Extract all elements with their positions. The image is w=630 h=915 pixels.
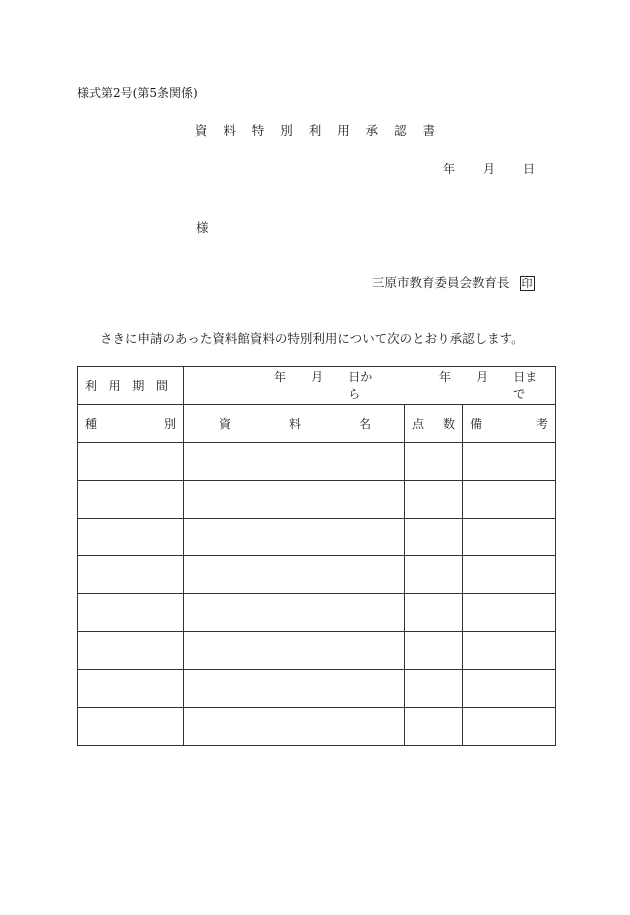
date-day: 日 xyxy=(523,162,536,176)
to-month: 月 xyxy=(476,370,489,385)
table-row xyxy=(78,632,556,670)
cell-remarks[interactable] xyxy=(463,670,556,708)
period-row xyxy=(78,367,556,405)
cell-type[interactable] xyxy=(78,594,184,632)
cell-remarks[interactable] xyxy=(463,632,556,670)
cell-count[interactable] xyxy=(405,594,463,632)
cell-name[interactable] xyxy=(184,670,405,708)
cell-count[interactable] xyxy=(405,442,463,480)
issuer-name: 三原市教育委員会教育長 xyxy=(372,275,510,290)
to-day: 日まで xyxy=(513,370,538,402)
cell-name[interactable] xyxy=(184,556,405,594)
header-count: 点 数 xyxy=(405,404,463,442)
approval-table xyxy=(77,366,556,746)
document-title: 資 料 特 別 利 用 承 認 書 xyxy=(194,123,442,138)
from-day: 日から xyxy=(348,370,373,402)
cell-remarks[interactable] xyxy=(463,442,556,480)
to-year: 年 xyxy=(439,370,452,385)
cell-name[interactable] xyxy=(184,632,405,670)
cell-type[interactable] xyxy=(78,556,184,594)
cell-remarks[interactable] xyxy=(463,556,556,594)
addressee-suffix: 様 xyxy=(196,220,209,235)
cell-remarks[interactable] xyxy=(463,708,556,746)
cell-name[interactable] xyxy=(184,708,405,746)
cell-name[interactable] xyxy=(184,480,405,518)
cell-count[interactable] xyxy=(405,632,463,670)
form-number: 様式第2号(第5条関係) xyxy=(77,86,198,100)
cell-type[interactable] xyxy=(78,480,184,518)
header-type: 種 別 xyxy=(78,404,184,442)
cell-count[interactable] xyxy=(405,670,463,708)
cell-type[interactable] xyxy=(78,632,184,670)
cell-count[interactable] xyxy=(405,708,463,746)
cell-type[interactable] xyxy=(78,670,184,708)
period-label-cell: 利 用 期 間 xyxy=(78,367,184,405)
table-row xyxy=(78,518,556,556)
table-row xyxy=(78,556,556,594)
table-row xyxy=(78,594,556,632)
cell-count[interactable] xyxy=(405,518,463,556)
cell-type[interactable] xyxy=(78,442,184,480)
issue-date xyxy=(443,160,535,177)
table-row xyxy=(78,708,556,746)
from-month: 月 xyxy=(311,370,324,385)
table-row xyxy=(78,480,556,518)
cell-name[interactable] xyxy=(184,442,405,480)
cell-name[interactable] xyxy=(184,518,405,556)
body-text: さきに申請のあった資料館資料の特別利用について次のとおり承認します。 xyxy=(100,331,524,346)
cell-name[interactable] xyxy=(184,594,405,632)
date-year: 年 xyxy=(443,162,456,176)
header-remarks: 備 考 xyxy=(463,404,556,442)
issuer xyxy=(372,273,535,291)
cell-type[interactable] xyxy=(78,518,184,556)
seal-mark: 印 xyxy=(521,277,533,290)
table-row xyxy=(78,442,556,480)
cell-type[interactable] xyxy=(78,708,184,746)
cell-count[interactable] xyxy=(405,480,463,518)
date-month: 月 xyxy=(483,162,496,176)
table-row xyxy=(78,670,556,708)
header-name: 資 料 名 xyxy=(184,404,405,442)
cell-remarks[interactable] xyxy=(463,518,556,556)
from-year: 年 xyxy=(274,370,287,385)
cell-remarks[interactable] xyxy=(463,594,556,632)
cell-remarks[interactable] xyxy=(463,480,556,518)
period-value-cell[interactable] xyxy=(184,367,556,405)
header-row xyxy=(78,404,556,442)
cell-count[interactable] xyxy=(405,556,463,594)
